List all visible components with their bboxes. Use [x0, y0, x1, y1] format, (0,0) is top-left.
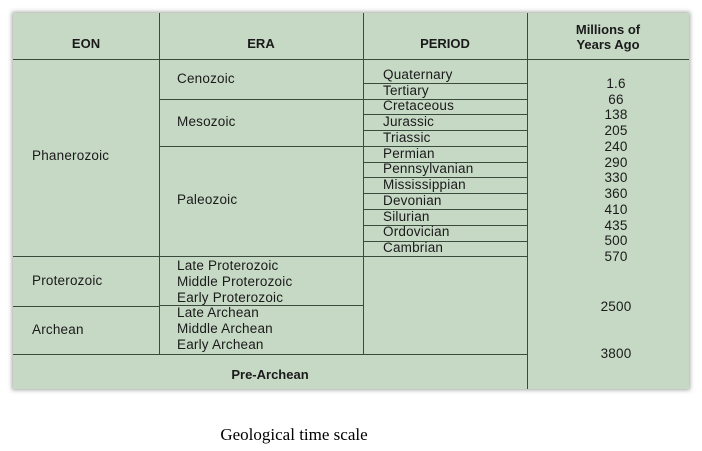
period-jurassic: Jurassic — [383, 114, 435, 129]
header-era: ERA — [247, 36, 275, 51]
era-paleozoic: Paleozoic — [177, 192, 238, 207]
header-eon: EON — [71, 36, 101, 51]
era-early-archean: Early Archean — [177, 337, 264, 352]
years-value: 3800 — [600, 346, 632, 361]
period-tertiary: Tertiary — [383, 83, 429, 98]
era-middle-proterozoic: Middle Proterozoic — [177, 274, 293, 289]
period-ordovician: Ordovician — [383, 224, 450, 239]
years-value: 435 — [604, 218, 628, 233]
era-mesozoic: Mesozoic — [177, 114, 236, 129]
caption-text: Geological time scale — [220, 425, 368, 444]
era-early-proterozoic: Early Proterozoic — [177, 290, 284, 305]
years-value: 138 — [604, 107, 628, 122]
years-value: 570 — [604, 249, 628, 264]
period-silurian: Silurian — [383, 209, 430, 224]
years-value: 360 — [604, 186, 628, 201]
period-cretaceous: Cretaceous — [383, 98, 455, 113]
col-divider-era-period — [363, 13, 364, 354]
period-mississippian: Mississippian — [383, 177, 466, 192]
period-cambrian: Cambrian — [383, 240, 444, 255]
years-value: 1.6 — [606, 76, 626, 91]
years-value: 330 — [604, 170, 628, 185]
eon-divider-proterozoic — [13, 306, 159, 307]
header-divider — [13, 59, 689, 60]
col-divider-eon-era — [159, 13, 160, 354]
years-value: 2500 — [600, 299, 632, 314]
eon-proterozoic: Proterozoic — [32, 273, 103, 288]
era-cenozoic: Cenozoic — [177, 71, 235, 86]
period-triassic: Triassic — [383, 130, 431, 145]
eon-divider-archean — [13, 354, 528, 355]
years-value: 240 — [604, 139, 628, 154]
years-value: 290 — [604, 155, 628, 170]
years-value: 410 — [604, 202, 628, 217]
era-divider-cenozoic — [159, 99, 364, 100]
years-value: 66 — [608, 92, 624, 107]
period-permian: Permian — [383, 146, 435, 161]
header-years-line1: Millions of — [575, 22, 641, 37]
figure-caption — [0, 425, 702, 445]
years-value: 500 — [604, 233, 628, 248]
eon-phanerozoic: Phanerozoic — [32, 148, 110, 163]
era-middle-archean: Middle Archean — [177, 321, 273, 336]
pre-archean-label: Pre-Archean — [231, 367, 309, 382]
era-late-proterozoic: Late Proterozoic — [177, 258, 279, 273]
years-value: 205 — [604, 123, 628, 138]
eon-divider-phanerozoic — [13, 256, 528, 257]
era-late-archean: Late Archean — [177, 305, 259, 320]
geologic-time-table — [13, 13, 689, 389]
period-pennsylvanian: Pennsylvanian — [383, 161, 474, 176]
period-devonian: Devonian — [383, 193, 442, 208]
era-divider-mesozoic — [159, 146, 364, 147]
header-years-line2: Years Ago — [576, 37, 640, 52]
period-quaternary: Quaternary — [383, 67, 453, 82]
header-period: PERIOD — [420, 36, 470, 51]
col-divider-period-years — [527, 13, 528, 389]
eon-archean: Archean — [32, 322, 84, 337]
